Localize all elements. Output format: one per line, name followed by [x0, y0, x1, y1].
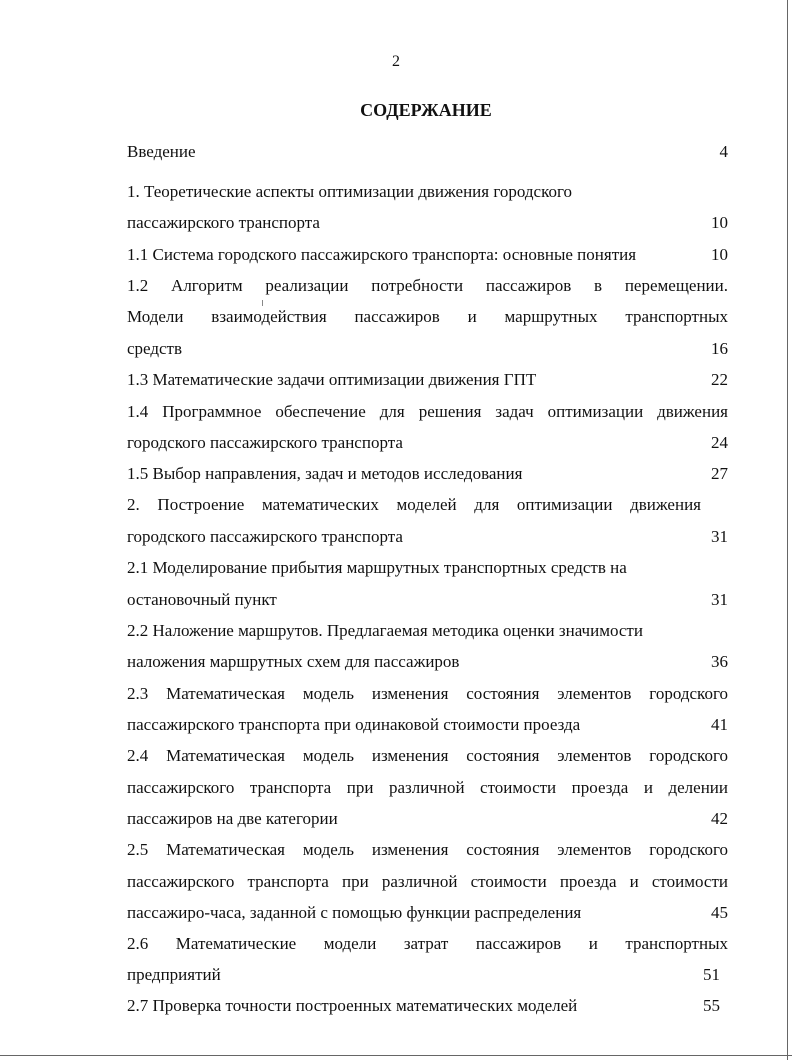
toc-entry-text: остановочный пункт — [127, 590, 277, 609]
toc-entry-text: 1.5 Выбор направления, задач и методов исследования — [127, 464, 523, 483]
toc-entry-text: пассажирского транспорта при различной стоимости проезда и делении — [127, 778, 728, 797]
toc-entry-text: городского пассажирского транспорта — [127, 527, 403, 546]
toc-page-number: 31 — [711, 527, 728, 546]
toc-page-number: 42 — [711, 809, 728, 828]
toc-entry-text: предприятий — [127, 965, 221, 984]
toc-page-number: 24 — [711, 433, 728, 452]
toc-entry-text: пассажирского транспорта при различной стоимости проезда и стоимости — [127, 872, 728, 891]
scan-edge-bottom — [0, 1055, 792, 1056]
toc-entry-text: 2.6 Математические модели затрат пассажиров и транспортных — [127, 934, 728, 953]
toc-entry-text: 1.4 Программное обеспечение для решения задач оптимизации движения — [127, 402, 728, 421]
toc-page-number: 27 — [711, 464, 728, 483]
toc-entry-text: городского пассажирского транспорта — [127, 433, 403, 452]
toc-page-number: 51 — [703, 965, 720, 984]
toc-page-number: 55 — [703, 996, 720, 1015]
toc-entry-text: Введение — [127, 142, 196, 161]
page-title: СОДЕРЖАНИЕ — [360, 100, 492, 120]
toc-entry-text: пассажирского транспорта при одинаковой стоимости проезда — [127, 715, 581, 734]
toc-entry-text: 2.3 Математическая модель изменения состояния элементов городского — [127, 684, 728, 703]
toc-entry-text: 2.5 Математическая модель изменения состояния элементов городского — [127, 840, 728, 859]
toc-entry-text: 1.1 Система городского пассажирского транспорта: основные понятия — [127, 245, 637, 264]
toc-page-number: 10 — [711, 245, 728, 264]
toc-entry-text: 2.1 Моделирование прибытия маршрутных транспортных средств на — [127, 558, 627, 577]
toc-page-number: 41 — [711, 715, 728, 734]
toc-entry-text: Модели взаимодействия пассажиров и маршрутных транспортных — [127, 307, 728, 326]
toc-entry-text: 1.2 Алгоритм реализации потребности пассажиров в перемещении. — [127, 276, 728, 295]
toc-page-number: 36 — [711, 652, 728, 671]
toc-page-number: 22 — [711, 370, 728, 389]
toc-page-number: 16 — [711, 339, 728, 358]
toc-entry-text: 2.2 Наложение маршрутов. Предлагаемая методика оценки значимости — [127, 621, 643, 640]
scan-edge-right — [787, 0, 788, 1060]
toc-entry-text: пассажирского транспорта — [127, 213, 320, 232]
toc-page-number: 31 — [711, 590, 728, 609]
toc-page-number: 4 — [719, 142, 728, 161]
toc-entry-text: пассажиров на две категории — [127, 809, 338, 828]
toc-entry-text: средств — [127, 339, 183, 358]
toc-entry-text: 2. Построение математических моделей для оптимизации движения — [127, 495, 701, 514]
toc-entry-text: пассажиро-часа, заданной с помощью функции распределения — [127, 903, 582, 922]
toc-page-number: 45 — [711, 903, 728, 922]
toc-entry-text: 2.4 Математическая модель изменения состояния элементов городского — [127, 746, 728, 765]
page-number: 2 — [392, 53, 400, 70]
toc-entry-text: 1.3 Математические задачи оптимизации движения ГПТ — [127, 370, 537, 389]
scan-speck — [262, 300, 263, 306]
toc-entry-text: 2.7 Проверка точности построенных математических моделей — [127, 996, 578, 1015]
toc-entry-text: наложения маршрутных схем для пассажиров — [127, 652, 460, 671]
toc-page-number: 10 — [711, 213, 728, 232]
toc-entry-text: 1. Теоретические аспекты оптимизации движения городского — [127, 182, 573, 201]
